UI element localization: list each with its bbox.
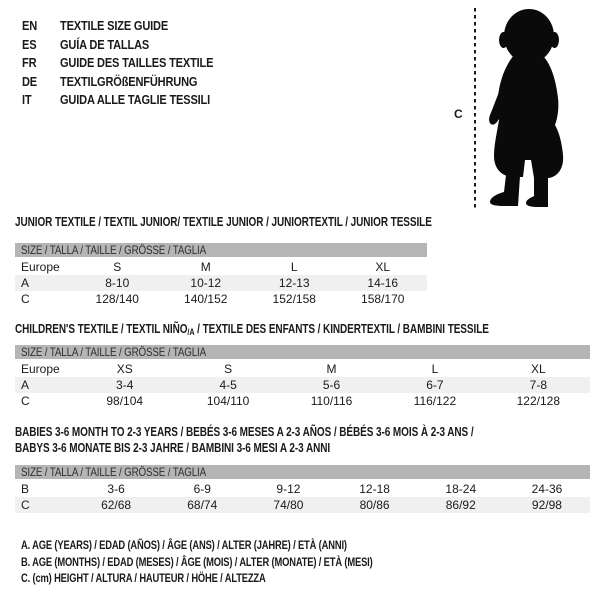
size-cell: S <box>224 362 233 376</box>
footnote-c-text: C. (cm) HEIGHT / ALTURA / HAUTEUR / HÖHE / ALTEZZA <box>21 571 266 585</box>
lang-code <box>22 91 60 110</box>
footnote-a-text: A. AGE (YEARS) / EDAD (AÑOS) / ÂGE (ANS) / ALTER (JAHRE) / ETÀ (ANNI) <box>21 538 347 552</box>
title-subscript: /A <box>187 327 195 337</box>
size-cell: 9-12 <box>276 482 301 496</box>
lang-code-text: EN <box>22 18 38 33</box>
babies-section-title <box>15 424 588 456</box>
size-cell: 12-13 <box>278 276 310 290</box>
size-cell: XL <box>375 260 391 274</box>
babies-title-line2-text: BABYS 3-6 MONATE BIS 2-3 JAHRE / BAMBINI 3-6 MESI A 2-3 ANNI <box>15 441 331 455</box>
junior-section-title-text: JUNIOR TEXTILE / TEXTIL JUNIOR/ TEXTILE JUNIOR / JUNIORTEXTIL / JUNIOR TESSILE <box>15 215 432 229</box>
lang-label <box>60 54 240 73</box>
size-cell: 3-4 <box>116 378 134 392</box>
size-table-header <box>15 243 427 257</box>
lang-label-text: GUIDE DES TAILLES TEXTILE <box>60 55 214 70</box>
babies-title-line2 <box>15 440 588 456</box>
size-cell: 140/152 <box>184 292 228 306</box>
size-cell: 6-7 <box>426 378 444 392</box>
footnote-b <box>21 554 472 571</box>
title-pre: CHILDREN'S TEXTILE / TEXTIL NIÑO <box>15 322 188 336</box>
size-cell: 68/74 <box>187 498 218 512</box>
size-cell: 6-9 <box>193 482 211 496</box>
footnote-a <box>21 537 472 554</box>
lang-label <box>60 17 187 36</box>
size-cell: 116/122 <box>413 394 457 408</box>
children-size-table <box>15 345 590 409</box>
size-cell: XS <box>116 362 133 376</box>
size-table-header-text: SIZE / TALLA / TAILLE / GRÖSSE / TAGLIA <box>21 465 207 479</box>
size-cell: 10-12 <box>190 276 222 290</box>
size-cell: L <box>431 362 439 376</box>
size-cell: 12-18 <box>359 482 390 496</box>
lang-row-es <box>22 36 240 55</box>
size-cell: 7-8 <box>529 378 547 392</box>
lang-label <box>60 36 165 55</box>
size-cell: 122/128 <box>516 394 561 408</box>
lang-row-it <box>22 91 240 110</box>
height-dashed-line <box>474 8 476 208</box>
size-cell: M <box>326 362 337 376</box>
size-cell: 92/98 <box>531 498 562 512</box>
lang-label <box>60 73 222 92</box>
size-cell: S <box>113 260 122 274</box>
size-cell: 128/140 <box>95 292 139 306</box>
lang-row-de <box>22 73 240 92</box>
lang-label-text: GUIDA ALLE TAGLIE TESSILI <box>60 92 211 107</box>
height-measure-label: C <box>454 107 463 121</box>
size-table-header-text: SIZE / TALLA / TAILLE / GRÖSSE / TAGLIA <box>21 243 207 257</box>
lang-code-text: FR <box>22 55 37 70</box>
lang-label-text: GUÍA DE TALLAS <box>60 36 150 52</box>
footnote-b-text: B. AGE (MONTHS) / EDAD (MESES) / ÂGE (MOIS) / ALTER (MONATE) / ETÀ (MESI) <box>21 554 373 569</box>
lang-label <box>60 91 237 110</box>
row-label: Europe <box>21 362 60 376</box>
lang-row-fr <box>22 54 240 73</box>
table-row-height <box>15 497 590 513</box>
size-cell: 104/110 <box>206 394 250 408</box>
children-section-title <box>15 322 600 337</box>
size-table-header-text: SIZE / TALLA / TAILLE / GRÖSSE / TAGLIA <box>21 345 207 359</box>
size-cell: 24-36 <box>531 482 563 496</box>
lang-row-en <box>22 17 240 36</box>
lang-code-text: DE <box>22 73 38 89</box>
junior-section-title <box>15 215 536 229</box>
row-label: C <box>21 394 30 408</box>
size-cell: 14-16 <box>367 276 399 290</box>
table-row-age-months <box>15 481 590 497</box>
baby-silhouette-icon <box>481 8 573 208</box>
size-cell: 3-6 <box>107 482 125 496</box>
size-cell: 18-24 <box>445 482 477 496</box>
table-row-height <box>15 291 427 307</box>
title-post: / TEXTILE DES ENFANTS / KINDERTEXTIL / BAMBINI TESSILE <box>194 322 489 336</box>
children-section-title-text <box>15 322 489 337</box>
table-row-height <box>15 393 590 409</box>
size-cell: L <box>290 260 298 274</box>
size-cell: M <box>200 260 211 274</box>
lang-code <box>22 17 60 36</box>
lang-code <box>22 73 60 92</box>
footnote-c <box>21 570 472 587</box>
lang-code-text: ES <box>22 36 37 52</box>
size-cell: 5-6 <box>322 378 341 392</box>
lang-code <box>22 36 60 55</box>
size-table-header <box>15 345 590 359</box>
babies-size-table <box>15 465 590 513</box>
lang-code-text: IT <box>22 92 32 107</box>
size-cell: 152/158 <box>272 292 316 306</box>
footnote-legend <box>21 537 472 587</box>
babies-title-line1 <box>15 424 588 440</box>
row-label: Europe <box>21 260 60 274</box>
junior-size-table <box>15 243 427 307</box>
row-label: C <box>21 292 30 306</box>
size-cell: 8-10 <box>105 276 130 290</box>
table-row-europe <box>15 259 427 275</box>
table-row-europe <box>15 361 590 377</box>
size-cell: 74/80 <box>273 498 304 512</box>
size-cell: XL <box>530 362 546 376</box>
size-cell: 158/170 <box>361 292 405 306</box>
babies-title-line1-text: BABIES 3-6 MONTH TO 2-3 YEARS / BEBÉS 3-6 MESES A 2-3 AÑOS / BÉBÉS 3-6 MOIS À 2-3 ANS / <box>15 425 474 439</box>
size-cell: 86/92 <box>445 498 476 512</box>
row-label: A <box>21 276 30 290</box>
size-table-header <box>15 465 590 479</box>
table-row-age <box>15 377 590 393</box>
table-row-age <box>15 275 427 291</box>
row-label: C <box>21 498 30 512</box>
size-cell: 80/86 <box>359 498 390 512</box>
row-label: B <box>21 482 30 496</box>
lang-label-text: TEXTILE SIZE GUIDE <box>60 18 169 33</box>
size-cell: 110/116 <box>310 394 353 408</box>
size-cell: 62/68 <box>101 498 132 512</box>
lang-code <box>22 54 60 73</box>
size-cell: 98/104 <box>106 394 144 408</box>
language-title-list <box>22 17 240 110</box>
lang-label-text: TEXTILGRÖßENFÜHRUNG <box>60 73 198 89</box>
row-label: A <box>21 378 30 392</box>
size-cell: 4-5 <box>219 378 237 392</box>
